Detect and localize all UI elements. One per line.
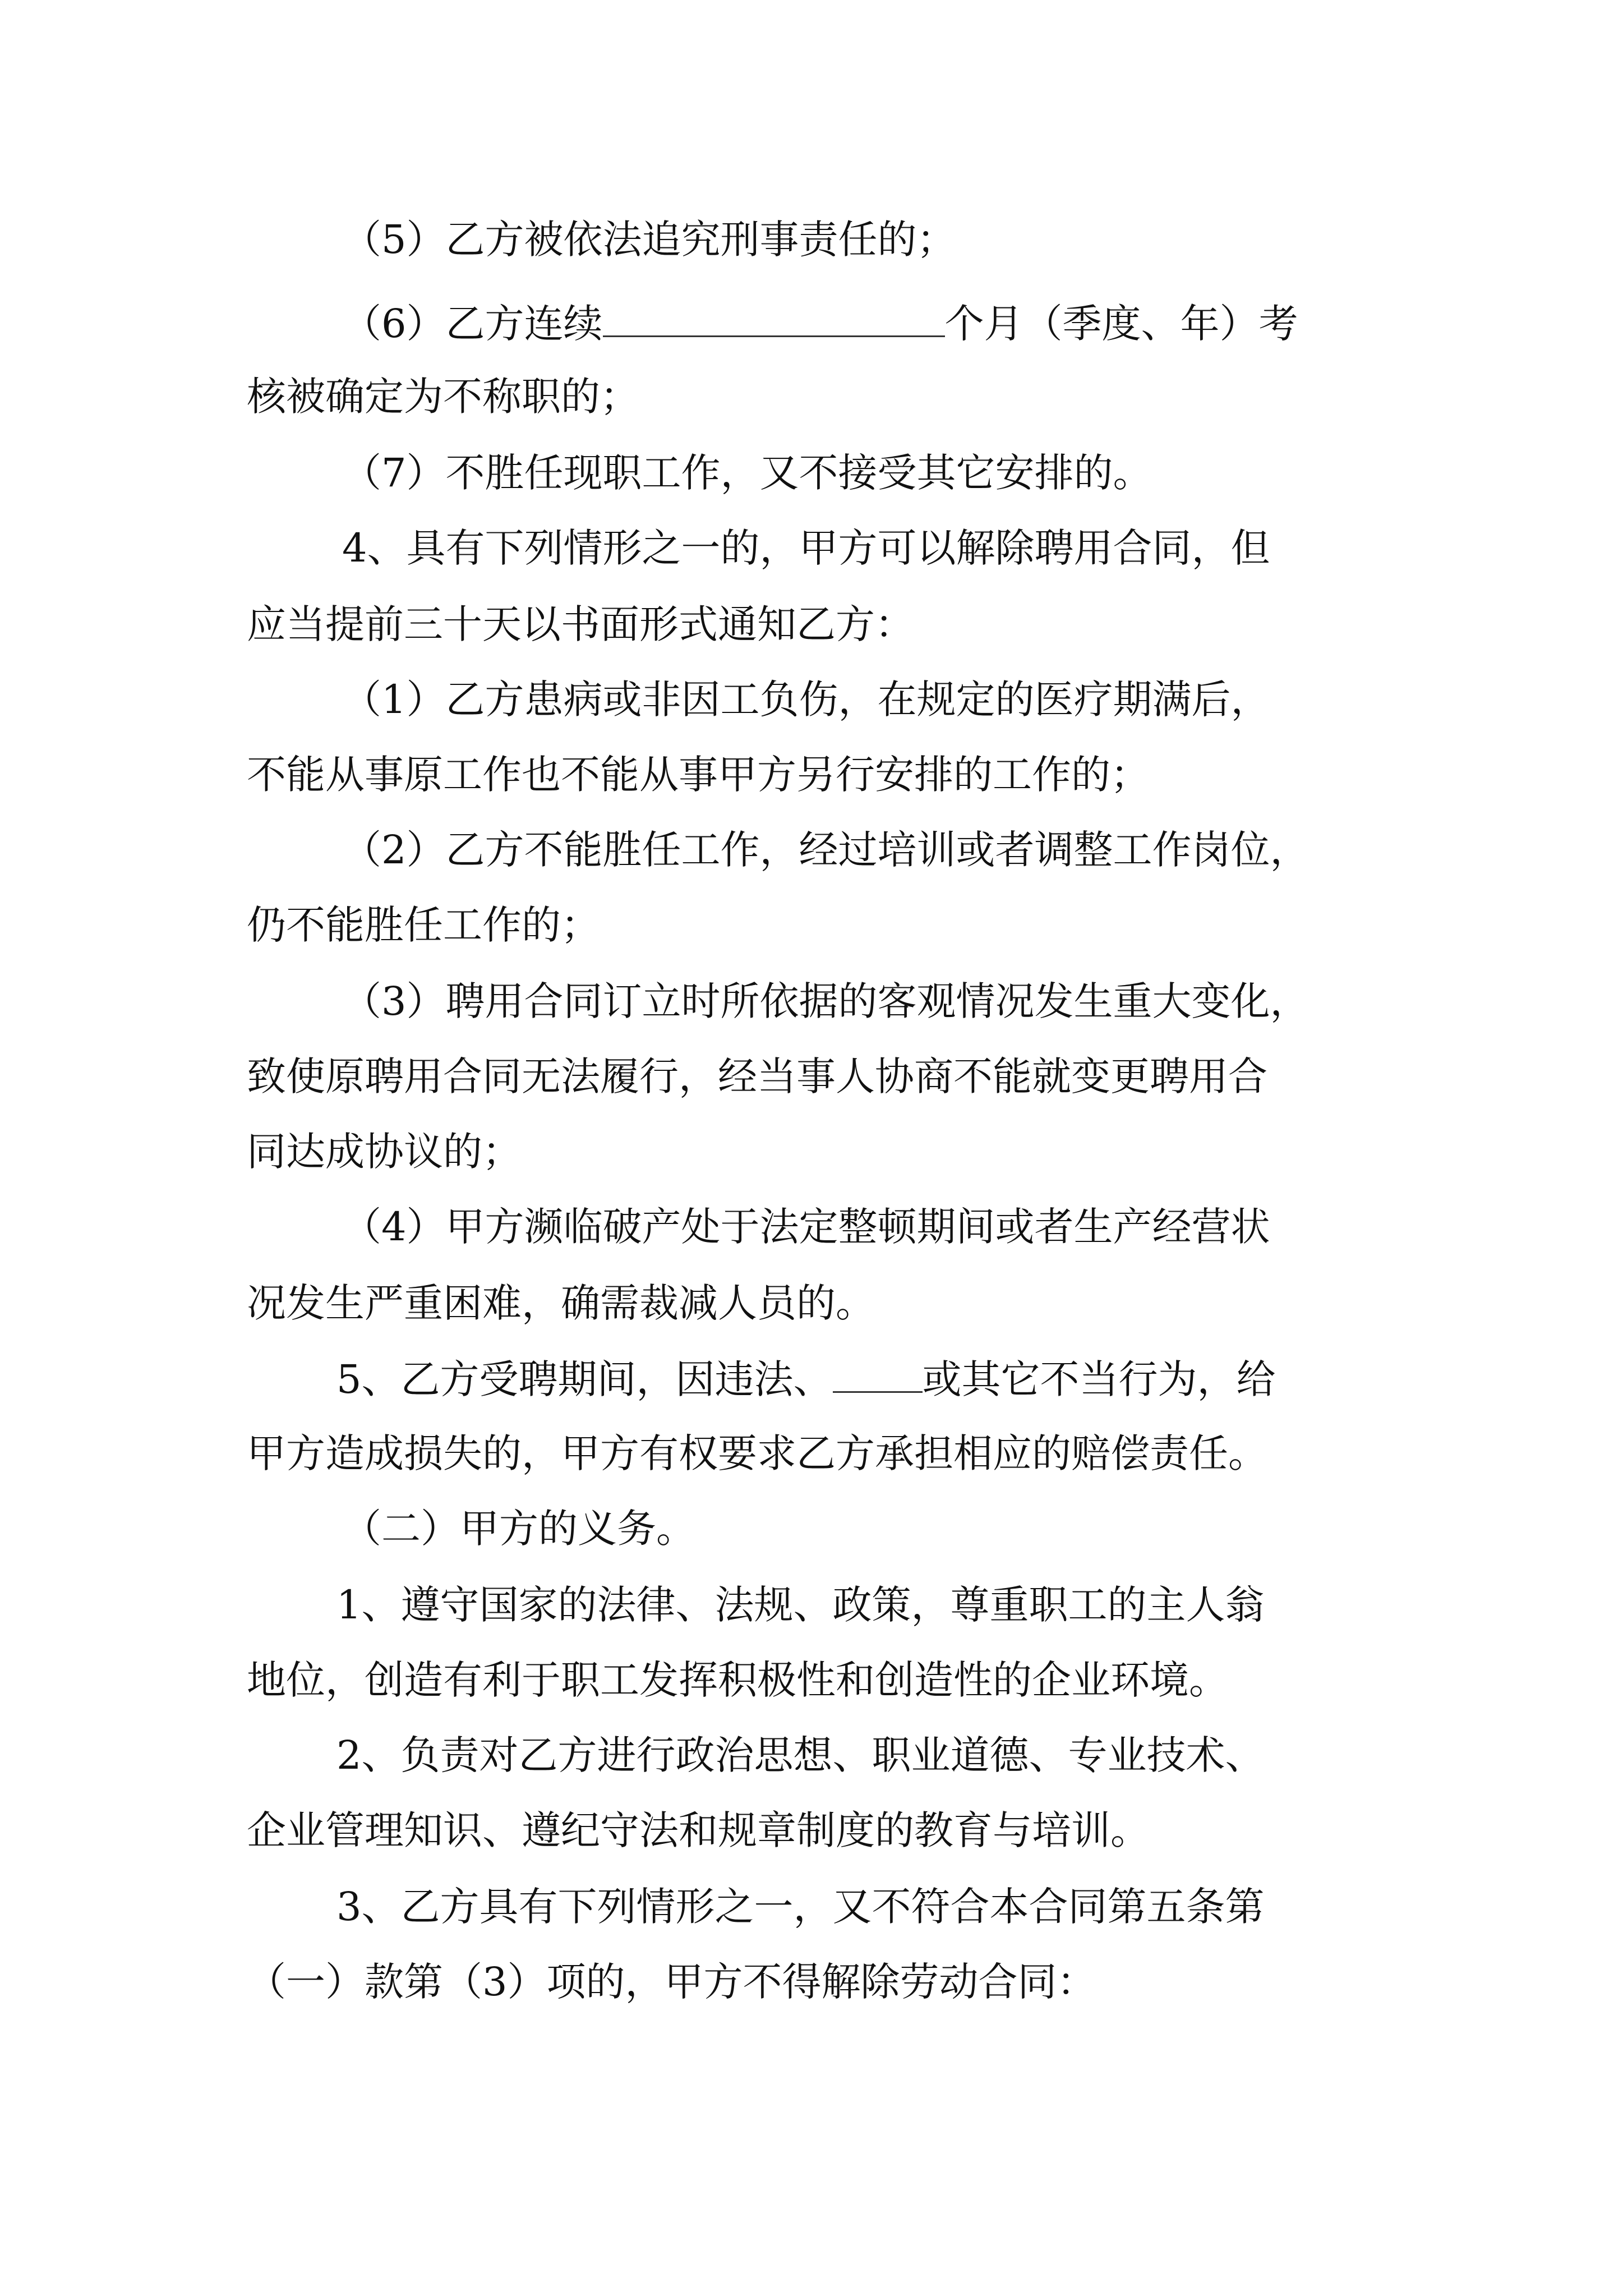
text-line: （3）聘用合同订立时所依据的客观情况发生重大变化， xyxy=(342,978,1310,1024)
text-line: 4、具有下列情形之一的，甲方可以解除聘用合同，但 xyxy=(342,525,1270,571)
text-line: 地位，创造有利于职工发挥积极性和创造性的企业环境。 xyxy=(247,1657,1228,1703)
text-line: 应当提前三十天以书面形式通知乙方： xyxy=(247,601,914,647)
text-line: （一）款第（3）项的，甲方不得解除劳动合同： xyxy=(247,1959,1096,2005)
text-line: 甲方造成损失的，甲方有权要求乙方承担相应的赔偿责任。 xyxy=(247,1430,1267,1476)
text-line: 不能从事原工作也不能从事甲方另行安排的工作的； xyxy=(247,752,1150,798)
text-line: （5）乙方被依法追究刑事责任的； xyxy=(342,217,956,263)
text-line: 2、负责对乙方进行政治思想、职业道德、专业技术、 xyxy=(336,1732,1265,1778)
text-line: （4）甲方濒临破产处于法定整顿期间或者生产经营状 xyxy=(342,1204,1270,1250)
text-line: 企业管理知识、遵纪守法和规章制度的教育与培训。 xyxy=(247,1807,1150,1853)
fill-in-blank[interactable] xyxy=(833,1359,923,1393)
text-line: （2）乙方不能胜任工作，经过培训或者调整工作岗位， xyxy=(342,827,1310,873)
text-line: 同达成协议的； xyxy=(247,1129,522,1175)
text-line: （7）不胜任现职工作，又不接受其它安排的。 xyxy=(342,450,1152,496)
fill-in-blank[interactable] xyxy=(603,303,945,337)
text-line: 核被确定为不称职的； xyxy=(247,374,639,420)
text-line: （二）甲方的义务。 xyxy=(342,1506,695,1552)
text-line: （1）乙方患病或非因工负伤，在规定的医疗期满后， xyxy=(342,677,1270,723)
text-line: 1、遵守国家的法律、法规、政策，尊重职工的主人翁 xyxy=(336,1582,1265,1628)
text-line: 3、乙方具有下列情形之一，又不符合本合同第五条第 xyxy=(336,1884,1265,1930)
text-line: 仍不能胜任工作的； xyxy=(247,902,600,948)
text-line: （6）乙方连续 个月（季度、年）考 xyxy=(342,301,1298,347)
text-line: 致使原聘用合同无法履行，经当事人协商不能就变更聘用合 xyxy=(247,1053,1267,1099)
text-line: 况发生严重困难，确需裁减人员的。 xyxy=(247,1280,875,1326)
text-line: 5、乙方受聘期间，因违法、 或其它不当行为，给 xyxy=(336,1356,1276,1402)
